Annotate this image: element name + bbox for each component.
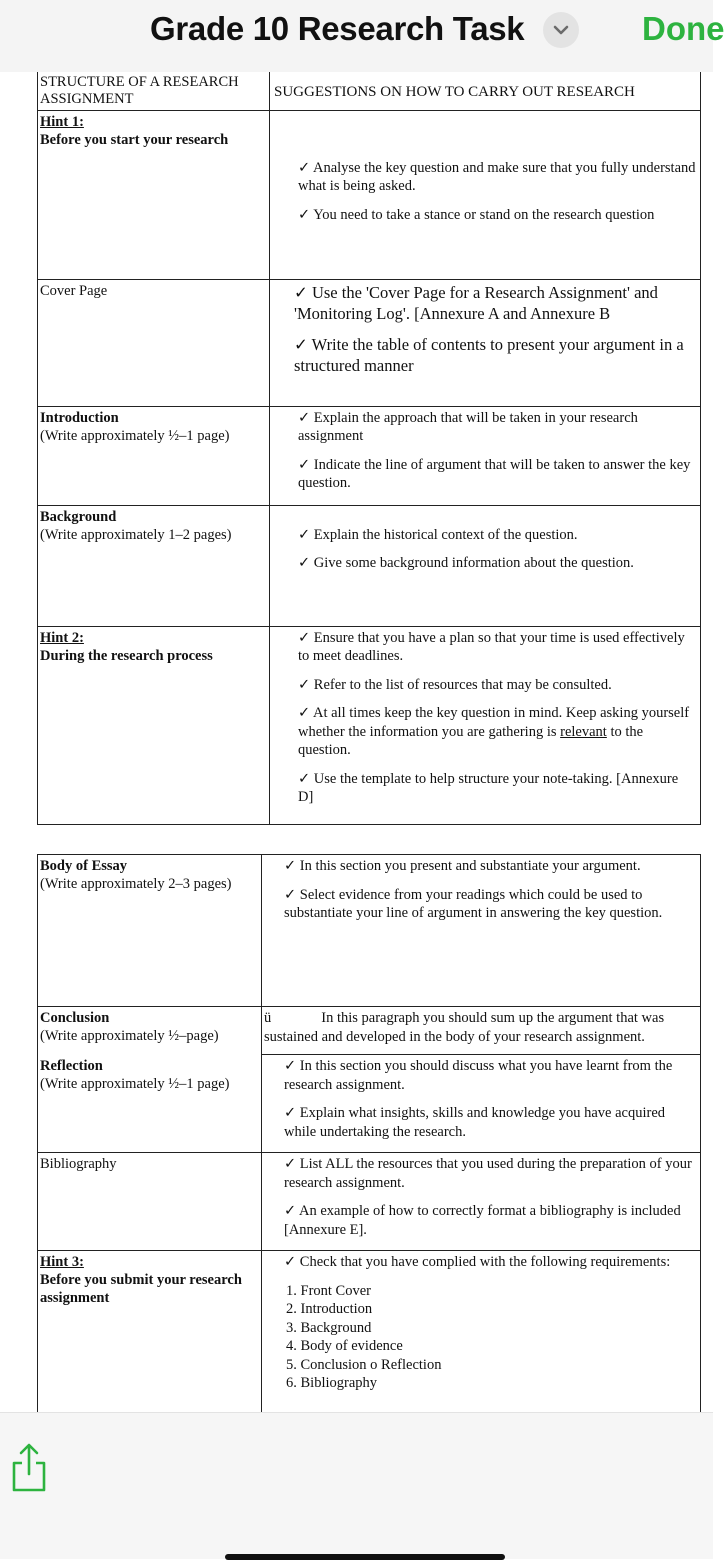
row-suggestions — [262, 855, 701, 1007]
suggestion-text-end: to the question. — [298, 723, 644, 758]
row-suggestions — [262, 1055, 701, 1153]
list-item: 6. Bibliography — [286, 1375, 378, 1391]
row-subtitle: (Write approximately 1–2 pages) — [40, 526, 232, 543]
table-row — [38, 1251, 701, 1421]
row-label-hint-2 — [38, 626, 270, 824]
column-header-structure: STRUCTURE OF A RESEARCH ASSIGNMENT — [38, 72, 270, 110]
table-header-row — [38, 72, 701, 110]
suggestion-item: ✓ You need to take a stance or stand on the research question — [298, 206, 655, 223]
table-row — [38, 1007, 701, 1055]
table-row — [38, 406, 701, 505]
suggestion-item: ✓ Ensure that you have a plan so that your time is used effectively to meet deadlines. — [298, 629, 685, 664]
underlined-word: relevant — [560, 723, 607, 740]
row-label — [38, 855, 262, 1007]
row-title: Body of Essay — [40, 858, 128, 874]
row-suggestions — [262, 1251, 701, 1421]
suggestion-item: ✓ Write the table of contents to present your argument in a structured manner — [294, 334, 684, 375]
row-title: Background — [40, 508, 117, 525]
suggestion-item: ✓ Give some background information about the question. — [298, 555, 634, 571]
hint-label: Hint 1: — [40, 113, 84, 130]
hint-label: Hint 2: — [40, 629, 84, 646]
structure-table-part-1 — [37, 72, 701, 825]
suggestion-item: ✓ Refer to the list of resources that may be consulted. — [298, 676, 612, 693]
row-suggestions — [270, 110, 701, 279]
table-row — [38, 626, 701, 824]
suggestion-item: ✓ Indicate the line of argument that will be taken to answer the key question. — [298, 456, 691, 491]
table-row — [38, 505, 701, 626]
suggestion-item: ✓ Select evidence from your readings which could be used to substantiate your line of argument in answering the key question. — [284, 886, 663, 921]
title-menu-button[interactable] — [543, 12, 579, 48]
row-label — [38, 505, 270, 626]
done-button[interactable]: Done — [642, 10, 725, 47]
row-title: Before you start your research — [40, 131, 229, 148]
row-title: Bibliography — [38, 1153, 262, 1251]
row-subtitle: (Write approximately ½–page) — [40, 1028, 219, 1044]
column-header-suggestions: SUGGESTIONS ON HOW TO CARRY OUT RESEARCH — [270, 72, 701, 110]
requirements-list — [284, 1282, 696, 1393]
row-label-hint-3 — [38, 1251, 262, 1421]
share-button[interactable] — [10, 1443, 48, 1498]
list-item: 3. Background — [286, 1319, 372, 1336]
row-title: Before you submit your research assignment — [40, 1272, 242, 1306]
suggestion-item: ✓ List ALL the resources that you used during the preparation of your research assignment. — [284, 1156, 692, 1191]
row-subtitle: (Write approximately ½–1 page) — [40, 1075, 230, 1092]
share-icon — [10, 1443, 48, 1493]
row-suggestions — [262, 1007, 701, 1055]
suggestion-item: ✓ Use the template to help structure your note-taking. [Annexure D] — [298, 770, 679, 805]
suggestion-item: ✓ Explain what insights, skills and knowledge you have acquired while undertaking the research. — [284, 1105, 666, 1140]
row-subtitle: (Write approximately 2–3 pages) — [40, 876, 232, 892]
suggestion-item: ✓ In this section you present and substantiate your argument. — [284, 858, 641, 874]
table-row — [38, 1055, 701, 1153]
document-content[interactable] — [0, 72, 713, 1412]
list-item: 1. Front Cover — [286, 1282, 371, 1299]
document-title: Grade 10 Research Task — [150, 10, 525, 47]
row-title: Conclusion — [40, 1010, 110, 1026]
hint-label: Hint 3: — [40, 1254, 84, 1270]
suggestion-item: ✓ Use the 'Cover Page for a Research Assignment' and 'Monitoring Log'. [Annexure A and Annexure B — [294, 282, 658, 323]
row-title: Reflection — [40, 1057, 103, 1074]
table-row — [38, 1153, 701, 1251]
bullet-glyph: ü — [264, 1010, 272, 1026]
table-row — [38, 279, 701, 406]
row-suggestions — [262, 1153, 701, 1251]
table-row — [38, 855, 701, 1007]
list-item: 2. Introduction — [286, 1301, 373, 1317]
suggestion-item: ✓ Analyse the key question and make sure that you fully understand what is being asked. — [298, 159, 696, 194]
bottom-toolbar — [0, 1412, 713, 1559]
row-title: Cover Page — [38, 279, 270, 406]
row-label — [38, 1007, 262, 1055]
structure-table-part-2 — [37, 854, 701, 1421]
suggestion-item: ✓ In this section you should discuss what you have learnt from the research assignment. — [284, 1058, 673, 1093]
suggestion-item — [298, 704, 696, 760]
suggestion-item: ✓ Explain the approach that will be taken in your research assignment — [298, 409, 638, 444]
suggestion-item: ✓ Explain the historical context of the question. — [298, 526, 578, 543]
suggestion-item — [264, 1009, 696, 1046]
row-label — [38, 406, 270, 505]
home-indicator[interactable] — [225, 1554, 505, 1560]
row-label — [38, 1055, 262, 1153]
row-subtitle: (Write approximately ½–1 page) — [40, 427, 230, 444]
list-item: 4. Body of evidence — [286, 1338, 403, 1354]
row-suggestions — [270, 279, 701, 406]
table-row — [38, 110, 701, 279]
suggestion-text: ✓ At all times keep the key question in mind. Keep asking yourself whether the information you are gathering is — [298, 705, 690, 740]
row-label-hint-1 — [38, 110, 270, 279]
row-suggestions — [270, 505, 701, 626]
chevron-down-icon — [552, 24, 570, 36]
list-item: 5. Conclusion o Reflection — [286, 1356, 442, 1373]
suggestion-text: In this paragraph you should sum up the argument that was sustained and developed in the body of your research assignment. — [264, 1010, 665, 1045]
row-title: Introduction — [40, 409, 119, 426]
suggestion-item: ✓ Check that you have complied with the following requirements: — [284, 1254, 671, 1270]
top-navigation-bar — [0, 0, 725, 73]
suggestion-item: ✓ An example of how to correctly format a bibliography is included [Annexure E]. — [284, 1203, 681, 1238]
row-title: During the research process — [40, 647, 213, 664]
row-suggestions — [270, 406, 701, 505]
row-suggestions — [270, 626, 701, 824]
